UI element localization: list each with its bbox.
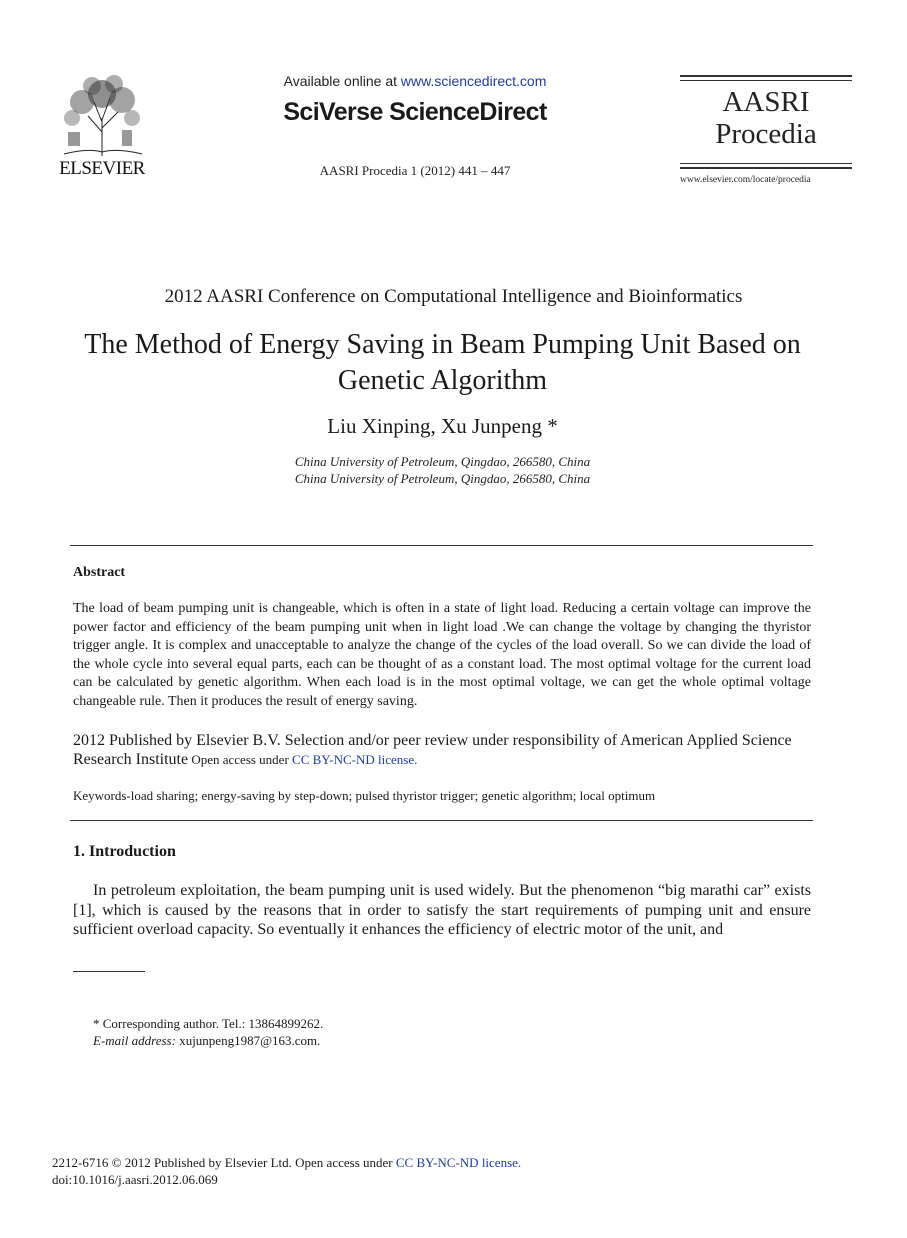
email-label: E-mail address: xyxy=(93,1033,176,1048)
available-online-line xyxy=(240,73,590,89)
email-address[interactable]: xujunpeng1987@163.com. xyxy=(175,1033,321,1048)
publication-statement xyxy=(73,731,811,769)
license-link[interactable]: CC BY-NC-ND license. xyxy=(292,752,418,767)
conference-name: 2012 AASRI Conference on Computational Intelligence and Bioinformatics xyxy=(164,286,743,307)
published-by: 2012 Published by Elsevier B.V. Selection and/or peer review under responsibility of American Applied Science Research Institute xyxy=(73,732,792,768)
sciverse-sciencedirect-logo: SciVerse ScienceDirect xyxy=(283,98,547,126)
journal-box-bottom-rule xyxy=(680,167,852,169)
section-heading-introduction: 1. Introduction xyxy=(73,843,176,860)
journal-box-top-rule-thin xyxy=(680,80,852,81)
journal-box-top-rule xyxy=(680,75,852,77)
abstract-heading: Abstract xyxy=(73,565,126,580)
elsevier-logo xyxy=(52,72,152,178)
affiliation: China University of Petroleum, Qingdao, 266580, China xyxy=(294,471,591,486)
journal-url[interactable]: www.elsevier.com/locate/procedia xyxy=(680,175,811,185)
footnote xyxy=(93,1015,323,1049)
sciencedirect-link[interactable]: www.sciencedirect.com xyxy=(400,73,547,89)
keywords: Keywords-load sharing; energy-saving by step-down; pulsed thyristor trigger; genetic algorithm; local optimum xyxy=(73,788,656,803)
email-line xyxy=(93,1032,323,1049)
authors: Liu Xinping, Xu Junpeng * xyxy=(327,414,558,438)
affiliation: China University of Petroleum, Qingdao, 266580, China xyxy=(294,454,591,469)
available-prefix: Available online at xyxy=(283,73,401,89)
issn-line xyxy=(52,1154,521,1171)
corresponding-author-note: * Corresponding author. Tel.: 13864899262. xyxy=(93,1016,324,1031)
issn-text: 2212-6716 © 2012 Published by Elsevier Ltd. xyxy=(52,1155,292,1170)
journal-name-line2: Procedia xyxy=(715,118,817,150)
abstract-bottom-divider xyxy=(70,820,813,821)
paper-title: The Method of Energy Saving in Beam Pumping Unit Based on Genetic Algorithm xyxy=(84,329,801,396)
footnote-rule xyxy=(73,971,145,972)
elsevier-wordmark: ELSEVIER xyxy=(59,158,145,179)
page-footer xyxy=(52,1154,521,1188)
open-access-prefix: Open access under xyxy=(188,752,293,767)
footer-license-link[interactable]: CC BY-NC-ND license. xyxy=(395,1155,522,1170)
abstract-top-divider xyxy=(70,545,813,546)
journal-name-line1: AASRI xyxy=(722,86,810,118)
elsevier-tree-icon xyxy=(58,72,146,156)
footer-open-access-prefix: Open access under xyxy=(291,1155,396,1170)
abstract-text: The load of beam pumping unit is changeable, which is often in a state of light load. Reducing a certain voltage can improve the power factor and efficiency of the beam pumping unit when in light load .We can change the voltage by changing the thyristor trigger angle. It is complex and unacceptable to analyze the change of the cycles of the load overall. So we can divide the load of the whole cycle into several equal parts, each can be thought of as a constant load. The most optimal voltage for the current load can be calculated by genetic algorithm. When each load is in the most optimal voltage, we can get the whole optimal voltage changeable rule. Then it produces the result of energy saving. xyxy=(73,601,811,709)
introduction-text: In petroleum exploitation, the beam pumping unit is used widely. But the phenomenon “big marathi car” exists [1], which is caused by the reasons that in order to satisfy the start requirements of pumping unit and ensure sufficient overload capacity. So eventually it enhances the efficiency of electric motor of the unit, and xyxy=(73,882,811,938)
journal-name-block xyxy=(680,86,852,150)
doi: doi:10.1016/j.aasri.2012.06.069 xyxy=(52,1172,218,1187)
journal-reference: AASRI Procedia 1 (2012) 441 – 447 xyxy=(319,163,511,178)
journal-box-bottom-rule-thin xyxy=(680,163,852,164)
